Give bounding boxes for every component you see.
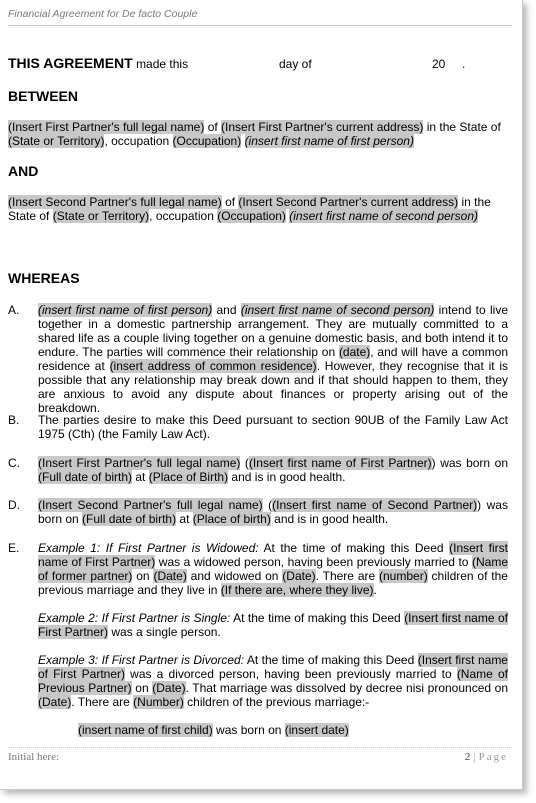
initial-here-label: Initial here: [8, 751, 60, 763]
field-p2-name[interactable]: (Insert Second Partner's full legal name) [8, 195, 222, 209]
field-e3-prev[interactable]: (Name of Previous Partner) [38, 667, 508, 695]
field-p2-first-name[interactable]: (insert first name of second person) [289, 209, 479, 223]
field-e1-number[interactable]: (number) [379, 569, 428, 583]
footer-rule [8, 747, 512, 748]
recital-e [8, 541, 508, 737]
agreement-title: THIS AGREEMENT [8, 55, 133, 71]
year-text: 20 [432, 57, 446, 71]
field-a-date[interactable]: (date) [338, 345, 371, 359]
and-paragraph: (Insert Second Partner's full legal name) of (Insert Second Partner's current address) in the State of (State or Territory), occupation (Occupation) (insert first name of second person) [8, 195, 491, 223]
and-heading: AND [8, 163, 39, 179]
field-child-date[interactable]: (insert date) [284, 723, 349, 737]
field-e1-first[interactable]: (Insert first name of First Partner) [38, 541, 508, 569]
field-e1-former[interactable]: (Name of former partner) [38, 555, 508, 583]
field-c-dob[interactable]: (Full date of birth) [38, 470, 133, 484]
field-e3-date2[interactable]: (Date) [38, 695, 72, 709]
field-c-name[interactable]: (Insert First Partner's full legal name) [38, 456, 241, 470]
recital-label: D. [8, 498, 20, 512]
field-d-name[interactable]: (Insert Second Partner's full legal name) [38, 498, 263, 512]
field-c-pob[interactable]: (Place of Birth) [148, 470, 229, 484]
field-child-name[interactable]: (insert name of first child) [78, 723, 213, 737]
field-e1-date2[interactable]: (Date) [282, 569, 316, 583]
field-e3-number[interactable]: (Number) [133, 695, 184, 709]
field-e1-where[interactable]: (If there are, where they live) [220, 583, 374, 597]
child-line: (insert name of first child) was born on (insert date) [78, 723, 349, 737]
field-a-address[interactable]: (insert address of common residence) [109, 359, 317, 373]
recital-label: B. [8, 413, 20, 427]
day-of-text: day of [279, 57, 312, 71]
header-rule [8, 25, 512, 26]
recital-a: A. (insert first name of first person) and (insert first name of second person) intend to live together in a domestic partnership arrangement. They are mutually committed to a shared life as a couple living together on a genuine domestic basis, and both intend it to endure. The parties will commence their relationship on (date), and will have a common residence at (insert address of common residence). However, they recognise that it is possible that any relationship may break down and if that should happen to them, they are anxious to avoid any dispute about finances or property arising out of the breakdown. [8, 303, 508, 415]
field-e3-first[interactable]: (Insert first name of First Partner) [38, 653, 508, 681]
field-p1-occupation[interactable]: (Occupation) [172, 134, 242, 148]
example-single: Example 2: If First Partner is Single: At the time of making this Deed (Insert first name of First Partner) was a single person. [38, 611, 508, 639]
field-d-dob[interactable]: (Full date of birth) [82, 512, 177, 526]
example-widowed: Example 1: If First Partner is Widowed: At the time of making this Deed (Insert first name of First Partner) was a widowed person, having been previously married to (Name of former partner) on (Date) and widowed on (Date). There are (number) children of the previous marriage and they live in (If there are, where they live). [38, 541, 508, 597]
recital-label: E. [8, 541, 20, 555]
field-e1-date1[interactable]: (Date) [153, 569, 187, 583]
field-p2-occupation[interactable]: (Occupation) [217, 209, 286, 223]
field-p1-address[interactable]: (Insert First Partner's current address) [221, 120, 424, 134]
agreement-line [8, 55, 466, 71]
field-c-first[interactable]: (Insert first name of First Partner) [248, 456, 432, 470]
whereas-heading: WHEREAS [8, 270, 80, 286]
page-number: 2 | Page [464, 751, 508, 763]
field-p2-address[interactable]: (Insert Second Partner's current address) [238, 195, 459, 209]
example-divorced: Example 3: If First Partner is Divorced: At the time of making this Deed (Insert first name of First Partner) was a divorced person, having been previously married to (Name of Previous Partner) on (Date). That marriage was dissolved by decree nisi pronounced on (Date). There are (Number) children of the previous marriage:- [38, 653, 509, 709]
field-p2-state[interactable]: (State or Territory) [52, 209, 150, 223]
year-dot: . [462, 57, 466, 71]
field-d-pob[interactable]: (Place of birth) [192, 512, 271, 526]
recital-b [8, 413, 508, 441]
document-header: Financial Agreement for De facto Couple [8, 8, 198, 20]
field-e2-first[interactable]: (Insert first name of First Partner) [38, 611, 508, 639]
recital-label: C. [8, 456, 20, 470]
field-d-first[interactable]: (Insert first name of Second Partner) [272, 498, 478, 512]
between-heading: BETWEEN [8, 88, 78, 104]
recital-c: C. (Insert First Partner's full legal name) ((Insert first name of First Partner)) was born on (Full date of birth) at (Place of Birth) and is in good health. [8, 456, 508, 484]
recital-label: A. [8, 303, 20, 317]
between-paragraph: (Insert First Partner's full legal name) of (Insert First Partner's current address) in the State of (State or Territory), occupation (Occupation) (insert first name of first person) [8, 120, 501, 148]
made-this-text: made this [136, 57, 189, 71]
field-p1-first-name[interactable]: (insert first name of first person) [244, 134, 414, 148]
field-a-first[interactable]: (insert first name of first person) [38, 303, 213, 317]
recital-d: D. (Insert Second Partner's full legal name) ((Insert first name of Second Partner)) was born on (Full date of birth) at (Place of birth) and is in good health. [8, 498, 508, 526]
field-a-second[interactable]: (insert first name of second person) [240, 303, 435, 317]
field-e3-date1[interactable]: (Date) [152, 681, 186, 695]
recital-b-text: The parties desire to make this Deed pursuant to section 90UB of the Family Law Act 1975 (Cth) (the Family Law Act). [38, 413, 508, 441]
field-p1-name[interactable]: (Insert First Partner's full legal name) [8, 120, 205, 134]
field-p1-state[interactable]: (State or Territory) [8, 134, 105, 148]
